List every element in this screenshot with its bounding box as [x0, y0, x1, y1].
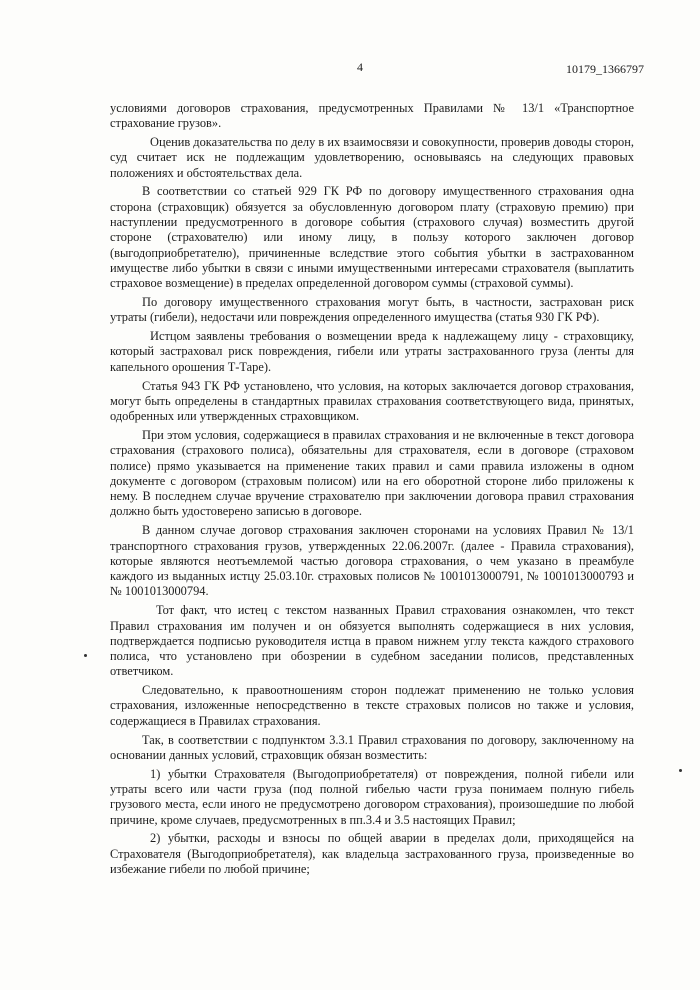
scan-speck: [84, 654, 87, 657]
document-id: 10179_1366797: [566, 62, 644, 76]
document-body: [110, 101, 634, 881]
paragraph: В соответствии со статьей 929 ГК РФ по договору имущественного страхования одна сторона (страховщик) обязуется за обусловленную договором плату (страховую премию) при наступлении предусмотренного в договоре события (страхового случая) возместить другой стороне (страхователю) или иному лицу, в пользу которого заключен договор (выгодоприобретателю), причиненные вследствие этого события убытки в застрахованном имуществе либо убытки в связи с иными имущественными интересами страхователя (выплатить страховое возмещение) в пределах определенной договором суммы (страховой суммы).: [110, 184, 634, 291]
paragraph: Истцом заявлены требования о возмещении вреда к надлежащему лицу - страховщику, который застраховал риск повреждения, гибели или утраты застрахованного груза (ленты для капельного орошения Т-Таре).: [110, 329, 634, 374]
paragraph: По договору имущественного страхования могут быть, в частности, застрахован риск утраты (гибели), недостачи или повреждения определенного имущества (статья 930 ГК РФ).: [110, 295, 634, 325]
paragraph: Статья 943 ГК РФ установлено, что условия, на которых заключается договор страхования, могут быть определены в стандартных правилах страхования соответствующего вида, принятых, одобренных или утвержденных страховщиком.: [110, 378, 634, 424]
paragraph: Тот факт, что истец с текстом названных Правил страхования ознакомлен, что текст Правил страхования им получен и он обязуется выполнять содержащиеся в них условия, подтверждается подписью руководителя истца в правом нижнем углу текста каждого страхового полиса, что установлено при обозрении в судебном заседании полисов, представленных ответчиком.: [110, 603, 634, 679]
list-item: 2) убытки, расходы и взносы по общей аварии в пределах доли, приходящейся на Страхователя (Выгодоприобретателя), как владельца застрахованного груза, произведенные во избежание гибели по любой причине;: [110, 831, 634, 876]
paragraph: Следовательно, к правоотношениям сторон подлежат применению не только условия страхования, изложенные непосредственно в тексте страховых полисов но также и условия, содержащиеся в Правилах страхования.: [110, 683, 634, 728]
paragraph: При этом условия, содержащиеся в правилах страхования и не включенные в текст договора страхования (страхового полиса), обязательны для страхователя, если в договоре (страховом полисе) прямо указывается на применение таких правил и сами правила изложены в одном документе с договором (страховым полисом) или на его оборотной стороне либо приложены к нему. В последнем случае вручение страхователю при заключении договора правил страхования должно быть удостоверено записью в договоре.: [110, 427, 634, 519]
paragraph: Так, в соответствии с подпунктом 3.3.1 Правил страхования по договору, заключенному на основании данных условий, страховщик обязан возместить:: [110, 732, 634, 762]
paragraph: В данном случае договор страхования заключен сторонами на условиях Правил № 13/1 транспортного страхования грузов, утвержденных 22.06.2007г. (далее - Правила страхования), которые являются неотъемлемой частью договора страхования, о чем указано в преамбуле каждого из выданных истцу 25.03.10г. страховых полисов № 1001013000791, № 1001013000793 и № 1001013000794.: [110, 523, 634, 599]
list-item: 1) убытки Страхователя (Выгодоприобретателя) от повреждения, полной гибели или утраты всего или части груза (под полной гибелью части груза понимаем полную гибель грузового места, если иного не предусмотрено договором страхования), произошедшие по любой причине, кроме случаев, предусмотренных в пп.3.4 и 3.5 настоящих Правил;: [110, 766, 634, 827]
paragraph: условиями договоров страхования, предусмотренных Правилами № 13/1 «Транспортное страхование грузов».: [110, 101, 634, 131]
scan-speck: [679, 769, 682, 772]
page-number: 4: [357, 60, 363, 74]
paragraph: Оценив доказательства по делу в их взаимосвязи и совокупности, проверив доводы сторон, суд считает иск не подлежащим удовлетворению, основываясь на следующих правовых положениях и обстоятельствах дела.: [110, 135, 634, 180]
